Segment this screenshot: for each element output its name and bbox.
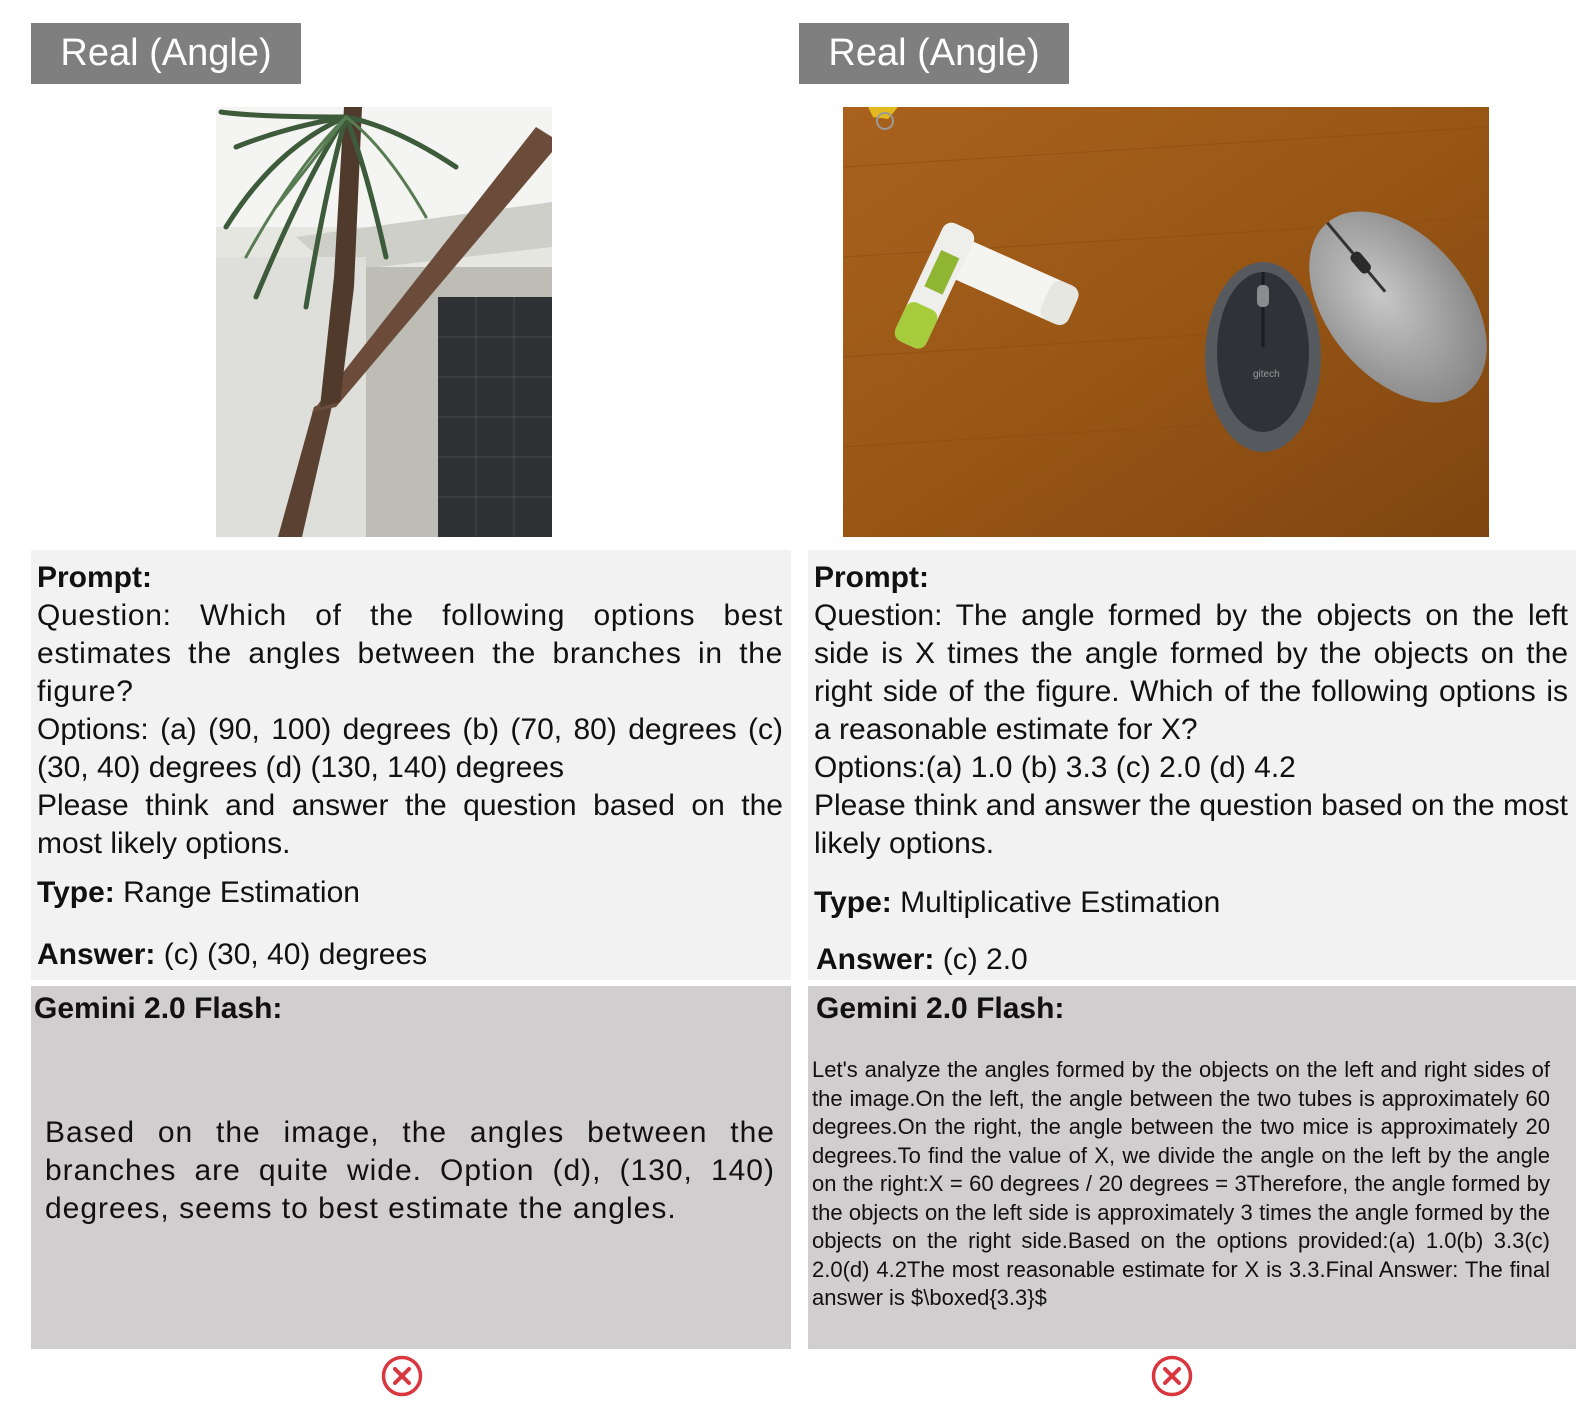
type-label: Type: bbox=[814, 886, 892, 919]
answer-value: (c) (30, 40) degrees bbox=[163, 938, 428, 971]
prompt-box bbox=[808, 550, 1576, 980]
type-label: Type: bbox=[37, 876, 115, 909]
wrong-x-icon bbox=[381, 1355, 423, 1397]
type-line bbox=[814, 884, 1220, 922]
instruction-text: Please think and answer the question based on the most likely options. bbox=[37, 789, 783, 860]
wrong-x-icon bbox=[1151, 1355, 1193, 1397]
model-response-box bbox=[808, 986, 1576, 1349]
type-value: Range Estimation bbox=[123, 876, 360, 909]
category-tag: Real (Angle) bbox=[799, 23, 1069, 84]
instruction-text: Please think and answer the question based on the most likely options. bbox=[814, 789, 1568, 860]
prompt-box bbox=[31, 550, 791, 980]
desk-mice-photo-icon bbox=[843, 107, 1489, 537]
model-response: Let's analyze the angles formed by the objects on the left and right sides of the image.On the left, the angle between the two tubes is approximately 60 degrees.On the right, the angle between the two mice is approximately 20 degrees.To find the value of X, we divide the angle on the left by the angle on the right:X = 60 degrees / 20 degrees = 3Therefore, the angle formed by the objects on the left side is approximately 3 times the angle formed by the objects on the right side.Based on the options provided:(a) 1.0(b) 3.3(c) 2.0(d) 4.2The most reasonable estimate for X is 3.3.Final Answer: The final answer is $\boxed{3.3}$ bbox=[812, 1057, 1550, 1310]
left-panel bbox=[31, 0, 791, 1408]
type-value: Multiplicative Estimation bbox=[900, 886, 1221, 919]
model-label: Gemini 2.0 Flash: bbox=[34, 992, 283, 1025]
category-tag: Real (Angle) bbox=[31, 23, 301, 84]
question-text: Question: Which of the following options best estimates the angles between the branches in the figure? bbox=[37, 599, 783, 708]
prompt-text bbox=[814, 597, 1568, 863]
prompt-text bbox=[37, 597, 783, 863]
model-label: Gemini 2.0 Flash: bbox=[816, 992, 1065, 1025]
prompt-label: Prompt: bbox=[37, 561, 152, 594]
model-response: Based on the image, the angles between the branches are quite wide. Option (d), (130, 140) degrees, seems to best estimate the angles. bbox=[45, 1116, 775, 1225]
answer-line bbox=[816, 941, 1028, 979]
palm-tree-photo-icon bbox=[216, 107, 552, 537]
prompt-label: Prompt: bbox=[814, 561, 929, 594]
options-text: Options: (a) (90, 100) degrees (b) (70, 80) degrees (c) (30, 40) degrees (d) (130, 140) degrees bbox=[37, 713, 783, 784]
options-text: Options:(a) 1.0 (b) 3.3 (c) 2.0 (d) 4.2 bbox=[814, 751, 1296, 784]
answer-line bbox=[37, 936, 427, 974]
right-panel bbox=[808, 0, 1576, 1408]
answer-label: Answer: bbox=[37, 938, 156, 971]
answer-label: Answer: bbox=[816, 943, 935, 976]
mouse-brand: gitech bbox=[1253, 369, 1280, 380]
question-text: Question: The angle formed by the objects on the left side is X times the angle formed by the objects on the right side of the figure. Which of the following options is a reasonable estimate for X? bbox=[814, 599, 1568, 746]
type-line bbox=[37, 874, 360, 912]
answer-value: (c) 2.0 bbox=[942, 943, 1028, 976]
model-response-box bbox=[31, 986, 791, 1349]
